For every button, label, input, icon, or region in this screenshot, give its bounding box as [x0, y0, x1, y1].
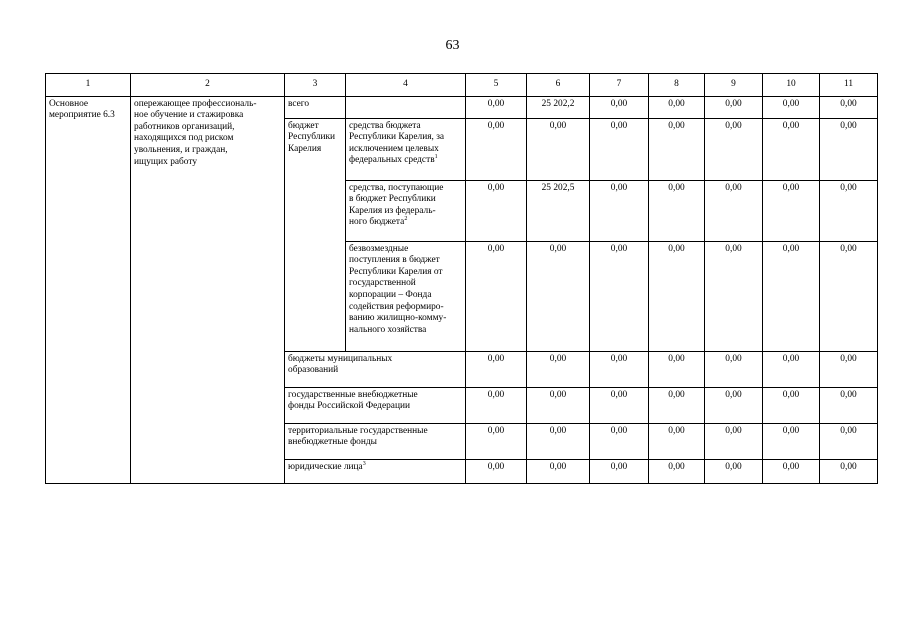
value-cell: 0,00	[466, 387, 527, 423]
header-cell: 10	[763, 74, 820, 97]
value-cell: 0,00	[590, 423, 649, 459]
value-cell: 0,00	[649, 180, 705, 241]
value-cell: 0,00	[705, 241, 763, 351]
sub-source-label: средства, поступающие в бюджет Республики Карелия из федераль- ного бюджета	[349, 182, 444, 228]
footnote-mark: 1	[434, 154, 438, 161]
header-cell: 6	[527, 74, 590, 97]
source-state-funds-label: государственные внебюджетные фонды Российской Федерации	[285, 387, 466, 423]
value-cell: 0,00	[705, 387, 763, 423]
value-cell: 0,00	[705, 180, 763, 241]
empty-cell	[346, 96, 466, 118]
value-cell: 0,00	[763, 351, 820, 387]
value-cell: 0,00	[590, 241, 649, 351]
value-cell: 0,00	[763, 423, 820, 459]
footnote-mark: 3	[362, 460, 366, 467]
value-cell: 0,00	[527, 387, 590, 423]
value-cell: 0,00	[466, 241, 527, 351]
value-cell: 0,00	[466, 351, 527, 387]
page-number: 63	[445, 38, 460, 53]
value-cell: 0,00	[649, 118, 705, 180]
value-cell: 0,00	[763, 180, 820, 241]
value-cell: 0,00	[466, 118, 527, 180]
value-cell: 0,00	[705, 423, 763, 459]
header-cell: 3	[285, 74, 346, 97]
header-cell: 9	[705, 74, 763, 97]
source-karelia-budget-label: бюджет Республики Карелия	[285, 118, 346, 351]
value-cell: 0,00	[649, 423, 705, 459]
value-cell: 0,00	[763, 387, 820, 423]
value-cell: 0,00	[763, 96, 820, 118]
value-cell: 0,00	[820, 351, 878, 387]
value-cell: 0,00	[590, 118, 649, 180]
value-cell: 0,00	[590, 351, 649, 387]
header-cell: 7	[590, 74, 649, 97]
value-cell: 0,00	[763, 241, 820, 351]
sub-source-cell	[346, 180, 466, 241]
value-cell: 0,00	[590, 459, 649, 483]
value-cell: 0,00	[820, 459, 878, 483]
header-row	[46, 74, 878, 97]
value-cell: 0,00	[705, 459, 763, 483]
value-cell: 0,00	[820, 118, 878, 180]
source-legal-entities-label: юридические лица	[288, 461, 363, 472]
value-cell: 0,00	[590, 96, 649, 118]
value-cell: 0,00	[820, 180, 878, 241]
header-cell: 4	[346, 74, 466, 97]
value-cell: 0,00	[763, 459, 820, 483]
value-cell: 0,00	[649, 241, 705, 351]
event-description-cell: опережающее профессиональ- ное обучение и стажировка работников организаций, находящихся под риском увольнения, и граждан, ищущих работу	[131, 96, 285, 483]
source-total-label: всего	[285, 96, 346, 118]
value-cell: 0,00	[527, 118, 590, 180]
value-cell: 0,00	[649, 387, 705, 423]
value-cell: 0,00	[466, 423, 527, 459]
value-cell: 0,00	[527, 241, 590, 351]
value-cell: 0,00	[649, 96, 705, 118]
value-cell: 25 202,2	[527, 96, 590, 118]
value-cell: 0,00	[466, 459, 527, 483]
sub-source-label: безвозмездные поступления в бюджет Республики Карелия от государственной корпорации – Фонда содействия реформиро- ванию жилищно-комму- нального хозяйства	[346, 241, 466, 351]
header-cell: 11	[820, 74, 878, 97]
header-cell: 2	[131, 74, 285, 97]
source-municipal-label: бюджеты муниципальных образований	[285, 351, 466, 387]
budget-table	[45, 73, 878, 484]
source-territorial-funds-label: территориальные государственные внебюджетные фонды	[285, 423, 466, 459]
value-cell: 0,00	[466, 180, 527, 241]
value-cell: 0,00	[527, 423, 590, 459]
header-cell: 5	[466, 74, 527, 97]
value-cell: 0,00	[763, 118, 820, 180]
header-cell: 8	[649, 74, 705, 97]
value-cell: 0,00	[466, 96, 527, 118]
value-cell: 25 202,5	[527, 180, 590, 241]
header-cell: 1	[46, 74, 131, 97]
value-cell: 0,00	[820, 96, 878, 118]
value-cell: 0,00	[649, 459, 705, 483]
value-cell: 0,00	[527, 459, 590, 483]
value-cell: 0,00	[820, 387, 878, 423]
event-name-cell: Основное мероприятие 6.3	[46, 96, 131, 483]
value-cell: 0,00	[705, 96, 763, 118]
value-cell: 0,00	[527, 351, 590, 387]
value-cell: 0,00	[705, 118, 763, 180]
value-cell: 0,00	[705, 351, 763, 387]
table-row	[46, 96, 878, 118]
source-legal-entities-cell	[285, 459, 466, 483]
value-cell: 0,00	[649, 351, 705, 387]
value-cell: 0,00	[820, 423, 878, 459]
value-cell: 0,00	[590, 387, 649, 423]
sub-source-cell	[346, 118, 466, 180]
value-cell: 0,00	[820, 241, 878, 351]
sub-source-label: средства бюджета Республики Карелия, за исключением целевых федеральных средств	[349, 120, 445, 166]
footnote-mark: 2	[404, 216, 408, 223]
value-cell: 0,00	[590, 180, 649, 241]
